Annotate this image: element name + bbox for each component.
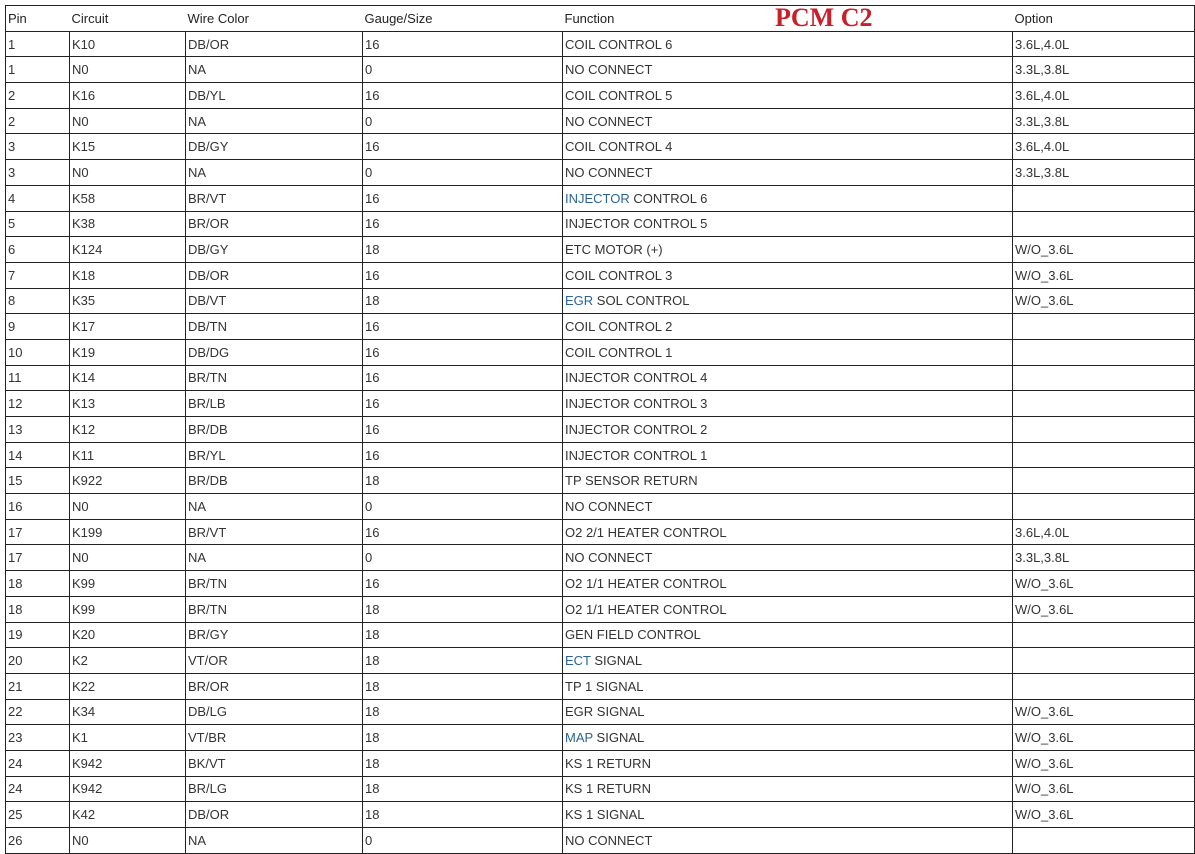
wire-color-cell: NA bbox=[186, 108, 363, 134]
function-text: COIL CONTROL 1 bbox=[565, 344, 673, 360]
function-cell bbox=[563, 699, 1013, 725]
circuit-cell: K922 bbox=[70, 468, 186, 494]
table-row bbox=[6, 262, 1195, 288]
function-text: COIL CONTROL 4 bbox=[565, 139, 673, 155]
circuit-cell: K13 bbox=[70, 391, 186, 417]
function-text: NO CONNECT bbox=[565, 550, 653, 566]
function-text: INJECTOR CONTROL 5 bbox=[565, 216, 708, 232]
gauge-cell: 16 bbox=[363, 185, 563, 211]
pin-cell: 1 bbox=[6, 31, 70, 57]
pin-cell: 25 bbox=[6, 802, 70, 828]
function-cell bbox=[563, 519, 1013, 545]
option-cell bbox=[1013, 442, 1195, 468]
function-link[interactable]: INJECTOR bbox=[565, 190, 630, 206]
option-cell bbox=[1013, 648, 1195, 674]
circuit-cell: K34 bbox=[70, 699, 186, 725]
pin-cell: 21 bbox=[6, 673, 70, 699]
circuit-cell: N0 bbox=[70, 494, 186, 520]
function-cell bbox=[563, 83, 1013, 109]
pin-cell: 6 bbox=[6, 237, 70, 263]
wire-color-cell: NA bbox=[186, 494, 363, 520]
table-row bbox=[6, 314, 1195, 340]
gauge-cell: 0 bbox=[363, 108, 563, 134]
function-text: EGR SIGNAL bbox=[565, 704, 645, 720]
function-cell bbox=[563, 648, 1013, 674]
gauge-cell: 18 bbox=[363, 596, 563, 622]
circuit-cell: K942 bbox=[70, 750, 186, 776]
wire-color-cell: BR/LB bbox=[186, 391, 363, 417]
pin-cell: 1 bbox=[6, 57, 70, 83]
function-link[interactable]: EGR bbox=[565, 293, 594, 309]
function-text: NO CONNECT bbox=[565, 498, 653, 514]
function-cell bbox=[563, 185, 1013, 211]
option-cell bbox=[1013, 673, 1195, 699]
circuit-cell: N0 bbox=[70, 545, 186, 571]
wire-color-cell: BR/OR bbox=[186, 673, 363, 699]
wire-color-cell: BR/VT bbox=[186, 185, 363, 211]
pin-cell: 2 bbox=[6, 83, 70, 109]
option-cell bbox=[1013, 622, 1195, 648]
function-text: SOL CONTROL bbox=[593, 293, 690, 309]
function-text: NO CONNECT bbox=[565, 62, 653, 78]
wire-color-cell: BR/TN bbox=[186, 596, 363, 622]
header-gauge: Gauge/Size bbox=[363, 6, 563, 32]
wire-color-cell: BR/VT bbox=[186, 519, 363, 545]
gauge-cell: 16 bbox=[363, 211, 563, 237]
circuit-cell: K199 bbox=[70, 519, 186, 545]
pin-cell: 18 bbox=[6, 571, 70, 597]
option-cell: W/O_3.6L bbox=[1013, 288, 1195, 314]
wire-color-cell: BR/DB bbox=[186, 468, 363, 494]
gauge-cell: 0 bbox=[363, 57, 563, 83]
table-row bbox=[6, 31, 1195, 57]
pin-cell: 23 bbox=[6, 725, 70, 751]
pin-cell: 5 bbox=[6, 211, 70, 237]
circuit-cell: K99 bbox=[70, 596, 186, 622]
gauge-cell: 18 bbox=[363, 237, 563, 263]
wire-color-cell: BR/OR bbox=[186, 211, 363, 237]
circuit-cell: K11 bbox=[70, 442, 186, 468]
function-cell bbox=[563, 339, 1013, 365]
table-row bbox=[6, 185, 1195, 211]
function-cell bbox=[563, 417, 1013, 443]
gauge-cell: 18 bbox=[363, 725, 563, 751]
table-row bbox=[6, 237, 1195, 263]
function-cell bbox=[563, 468, 1013, 494]
circuit-cell: K19 bbox=[70, 339, 186, 365]
gauge-cell: 16 bbox=[363, 391, 563, 417]
pin-cell: 8 bbox=[6, 288, 70, 314]
option-cell: 3.3L,3.8L bbox=[1013, 545, 1195, 571]
pin-cell: 17 bbox=[6, 519, 70, 545]
option-cell bbox=[1013, 468, 1195, 494]
gauge-cell: 0 bbox=[363, 494, 563, 520]
option-cell: 3.3L,3.8L bbox=[1013, 57, 1195, 83]
pin-cell: 2 bbox=[6, 108, 70, 134]
gauge-cell: 18 bbox=[363, 699, 563, 725]
gauge-cell: 16 bbox=[363, 262, 563, 288]
gauge-cell: 18 bbox=[363, 288, 563, 314]
function-text: TP 1 SIGNAL bbox=[565, 678, 644, 694]
function-text: ETC MOTOR (+) bbox=[565, 242, 663, 258]
function-text: COIL CONTROL 3 bbox=[565, 267, 673, 283]
gauge-cell: 16 bbox=[363, 442, 563, 468]
gauge-cell: 0 bbox=[363, 160, 563, 186]
function-text: O2 1/1 HEATER CONTROL bbox=[565, 575, 727, 591]
option-cell: W/O_3.6L bbox=[1013, 750, 1195, 776]
table-row bbox=[6, 519, 1195, 545]
circuit-cell: N0 bbox=[70, 828, 186, 854]
circuit-cell: N0 bbox=[70, 160, 186, 186]
wire-color-cell: DB/YL bbox=[186, 83, 363, 109]
function-cell bbox=[563, 802, 1013, 828]
option-cell: 3.3L,3.8L bbox=[1013, 160, 1195, 186]
table-row bbox=[6, 725, 1195, 751]
option-cell bbox=[1013, 391, 1195, 417]
gauge-cell: 18 bbox=[363, 802, 563, 828]
pin-cell: 26 bbox=[6, 828, 70, 854]
function-text: COIL CONTROL 2 bbox=[565, 319, 673, 335]
table-row bbox=[6, 108, 1195, 134]
function-text: INJECTOR CONTROL 3 bbox=[565, 396, 708, 412]
wire-color-cell: DB/LG bbox=[186, 699, 363, 725]
table-row bbox=[6, 699, 1195, 725]
function-text: KS 1 RETURN bbox=[565, 781, 651, 797]
pin-cell: 18 bbox=[6, 596, 70, 622]
function-cell bbox=[563, 237, 1013, 263]
pin-cell: 12 bbox=[6, 391, 70, 417]
header-circuit: Circuit bbox=[70, 6, 186, 32]
pin-cell: 22 bbox=[6, 699, 70, 725]
option-cell: W/O_3.6L bbox=[1013, 571, 1195, 597]
option-cell bbox=[1013, 494, 1195, 520]
function-cell bbox=[563, 211, 1013, 237]
table-row bbox=[6, 134, 1195, 160]
gauge-cell: 18 bbox=[363, 622, 563, 648]
circuit-cell: N0 bbox=[70, 57, 186, 83]
function-cell bbox=[563, 160, 1013, 186]
gauge-cell: 16 bbox=[363, 31, 563, 57]
function-cell bbox=[563, 673, 1013, 699]
pin-cell: 3 bbox=[6, 134, 70, 160]
wire-color-cell: DB/OR bbox=[186, 802, 363, 828]
pin-cell: 16 bbox=[6, 494, 70, 520]
option-cell: 3.6L,4.0L bbox=[1013, 134, 1195, 160]
wire-color-cell: DB/GY bbox=[186, 237, 363, 263]
gauge-cell: 16 bbox=[363, 571, 563, 597]
function-cell bbox=[563, 596, 1013, 622]
circuit-cell: K12 bbox=[70, 417, 186, 443]
option-cell bbox=[1013, 417, 1195, 443]
pin-cell: 11 bbox=[6, 365, 70, 391]
function-text: O2 2/1 HEATER CONTROL bbox=[565, 524, 727, 540]
gauge-cell: 16 bbox=[363, 365, 563, 391]
wire-color-cell: DB/GY bbox=[186, 134, 363, 160]
function-text: GEN FIELD CONTROL bbox=[565, 627, 701, 643]
wire-color-cell: BR/DB bbox=[186, 417, 363, 443]
function-cell bbox=[563, 262, 1013, 288]
wire-color-cell: DB/OR bbox=[186, 262, 363, 288]
function-link[interactable]: MAP bbox=[565, 730, 593, 746]
wire-color-cell: BR/GY bbox=[186, 622, 363, 648]
gauge-cell: 16 bbox=[363, 417, 563, 443]
circuit-cell: K16 bbox=[70, 83, 186, 109]
wire-color-cell: BK/VT bbox=[186, 750, 363, 776]
function-cell bbox=[563, 750, 1013, 776]
header-row bbox=[6, 6, 1195, 32]
function-text: CONTROL 6 bbox=[629, 190, 708, 206]
circuit-cell: K15 bbox=[70, 134, 186, 160]
function-text: NO CONNECT bbox=[565, 113, 653, 129]
option-cell bbox=[1013, 339, 1195, 365]
function-cell bbox=[563, 314, 1013, 340]
function-text: SIGNAL bbox=[592, 730, 645, 746]
pin-cell: 14 bbox=[6, 442, 70, 468]
wire-color-cell: VT/OR bbox=[186, 648, 363, 674]
pin-cell: 4 bbox=[6, 185, 70, 211]
function-text: COIL CONTROL 5 bbox=[565, 87, 673, 103]
function-cell bbox=[563, 365, 1013, 391]
wire-color-cell: DB/VT bbox=[186, 288, 363, 314]
pin-cell: 10 bbox=[6, 339, 70, 365]
gauge-cell: 18 bbox=[363, 776, 563, 802]
function-cell bbox=[563, 288, 1013, 314]
wire-color-cell: NA bbox=[186, 57, 363, 83]
option-cell: W/O_3.6L bbox=[1013, 237, 1195, 263]
table-row bbox=[6, 622, 1195, 648]
table-row bbox=[6, 596, 1195, 622]
wire-color-cell: NA bbox=[186, 828, 363, 854]
gauge-cell: 16 bbox=[363, 83, 563, 109]
function-text: NO CONNECT bbox=[565, 832, 653, 848]
option-cell: W/O_3.6L bbox=[1013, 699, 1195, 725]
function-cell bbox=[563, 545, 1013, 571]
table-row bbox=[6, 673, 1195, 699]
pin-cell: 3 bbox=[6, 160, 70, 186]
wire-color-cell: VT/BR bbox=[186, 725, 363, 751]
circuit-cell: K35 bbox=[70, 288, 186, 314]
wire-color-cell: BR/YL bbox=[186, 442, 363, 468]
function-link[interactable]: ECT bbox=[565, 653, 591, 669]
circuit-cell: K20 bbox=[70, 622, 186, 648]
circuit-cell: K10 bbox=[70, 31, 186, 57]
wire-color-cell: DB/OR bbox=[186, 31, 363, 57]
function-text: SIGNAL bbox=[590, 653, 643, 669]
function-text: O2 1/1 HEATER CONTROL bbox=[565, 601, 727, 617]
wire-color-cell: DB/DG bbox=[186, 339, 363, 365]
circuit-cell: K42 bbox=[70, 802, 186, 828]
option-cell: 3.3L,3.8L bbox=[1013, 108, 1195, 134]
option-cell: W/O_3.6L bbox=[1013, 262, 1195, 288]
wire-color-cell: BR/TN bbox=[186, 571, 363, 597]
wire-color-cell: BR/TN bbox=[186, 365, 363, 391]
option-cell: W/O_3.6L bbox=[1013, 776, 1195, 802]
table-row bbox=[6, 365, 1195, 391]
header-wire-color: Wire Color bbox=[186, 6, 363, 32]
option-cell bbox=[1013, 365, 1195, 391]
pin-cell: 19 bbox=[6, 622, 70, 648]
gauge-cell: 16 bbox=[363, 134, 563, 160]
function-cell bbox=[563, 571, 1013, 597]
header-pin: Pin bbox=[6, 6, 70, 32]
function-text: INJECTOR CONTROL 1 bbox=[565, 447, 708, 463]
function-cell bbox=[563, 776, 1013, 802]
table-row bbox=[6, 750, 1195, 776]
function-text: COIL CONTROL 6 bbox=[565, 36, 673, 52]
table-row bbox=[6, 211, 1195, 237]
header-option: Option bbox=[1013, 6, 1195, 32]
function-text: KS 1 RETURN bbox=[565, 755, 651, 771]
table-row bbox=[6, 442, 1195, 468]
function-cell bbox=[563, 494, 1013, 520]
gauge-cell: 18 bbox=[363, 468, 563, 494]
function-text: INJECTOR CONTROL 2 bbox=[565, 421, 708, 437]
option-cell: 3.6L,4.0L bbox=[1013, 519, 1195, 545]
table-row bbox=[6, 494, 1195, 520]
gauge-cell: 18 bbox=[363, 673, 563, 699]
function-cell bbox=[563, 828, 1013, 854]
gauge-cell: 16 bbox=[363, 314, 563, 340]
option-cell: W/O_3.6L bbox=[1013, 596, 1195, 622]
circuit-cell: K18 bbox=[70, 262, 186, 288]
function-cell bbox=[563, 442, 1013, 468]
function-cell bbox=[563, 108, 1013, 134]
option-cell: W/O_3.6L bbox=[1013, 802, 1195, 828]
function-cell bbox=[563, 725, 1013, 751]
function-cell bbox=[563, 134, 1013, 160]
function-cell bbox=[563, 391, 1013, 417]
circuit-cell: N0 bbox=[70, 108, 186, 134]
pin-cell: 24 bbox=[6, 750, 70, 776]
circuit-cell: K2 bbox=[70, 648, 186, 674]
pinout-table bbox=[5, 5, 1195, 854]
gauge-cell: 0 bbox=[363, 545, 563, 571]
pin-cell: 13 bbox=[6, 417, 70, 443]
gauge-cell: 16 bbox=[363, 519, 563, 545]
function-text: TP SENSOR RETURN bbox=[565, 473, 698, 489]
pin-cell: 15 bbox=[6, 468, 70, 494]
table-body bbox=[6, 31, 1195, 853]
table-row bbox=[6, 57, 1195, 83]
table-row bbox=[6, 391, 1195, 417]
pin-cell: 7 bbox=[6, 262, 70, 288]
table-row bbox=[6, 288, 1195, 314]
connector-title: PCM C2 bbox=[775, 3, 873, 32]
table-row bbox=[6, 776, 1195, 802]
table-row bbox=[6, 83, 1195, 109]
table-row bbox=[6, 417, 1195, 443]
table-row bbox=[6, 339, 1195, 365]
option-cell: W/O_3.6L bbox=[1013, 725, 1195, 751]
option-cell bbox=[1013, 314, 1195, 340]
table-row bbox=[6, 802, 1195, 828]
circuit-cell: K942 bbox=[70, 776, 186, 802]
pin-cell: 9 bbox=[6, 314, 70, 340]
option-cell: 3.6L,4.0L bbox=[1013, 31, 1195, 57]
gauge-cell: 18 bbox=[363, 750, 563, 776]
option-cell bbox=[1013, 211, 1195, 237]
function-cell bbox=[563, 57, 1013, 83]
option-cell bbox=[1013, 185, 1195, 211]
circuit-cell: K58 bbox=[70, 185, 186, 211]
function-cell bbox=[563, 31, 1013, 57]
function-text: INJECTOR CONTROL 4 bbox=[565, 370, 708, 386]
circuit-cell: K1 bbox=[70, 725, 186, 751]
wire-color-cell: BR/LG bbox=[186, 776, 363, 802]
option-cell bbox=[1013, 828, 1195, 854]
gauge-cell: 0 bbox=[363, 828, 563, 854]
pin-cell: 20 bbox=[6, 648, 70, 674]
function-cell bbox=[563, 622, 1013, 648]
wire-color-cell: NA bbox=[186, 545, 363, 571]
gauge-cell: 16 bbox=[363, 339, 563, 365]
table-row bbox=[6, 648, 1195, 674]
function-text: NO CONNECT bbox=[565, 164, 653, 180]
table-row bbox=[6, 828, 1195, 854]
circuit-cell: K99 bbox=[70, 571, 186, 597]
header-function: Function bbox=[563, 6, 1013, 32]
gauge-cell: 18 bbox=[363, 648, 563, 674]
circuit-cell: K14 bbox=[70, 365, 186, 391]
wire-color-cell: DB/TN bbox=[186, 314, 363, 340]
option-cell: 3.6L,4.0L bbox=[1013, 83, 1195, 109]
table-row bbox=[6, 571, 1195, 597]
pin-cell: 17 bbox=[6, 545, 70, 571]
circuit-cell: K17 bbox=[70, 314, 186, 340]
table-row bbox=[6, 468, 1195, 494]
wire-color-cell: NA bbox=[186, 160, 363, 186]
circuit-cell: K22 bbox=[70, 673, 186, 699]
table-row bbox=[6, 160, 1195, 186]
circuit-cell: K38 bbox=[70, 211, 186, 237]
circuit-cell: K124 bbox=[70, 237, 186, 263]
function-text: KS 1 SIGNAL bbox=[565, 807, 645, 823]
table-row bbox=[6, 545, 1195, 571]
pin-cell: 24 bbox=[6, 776, 70, 802]
